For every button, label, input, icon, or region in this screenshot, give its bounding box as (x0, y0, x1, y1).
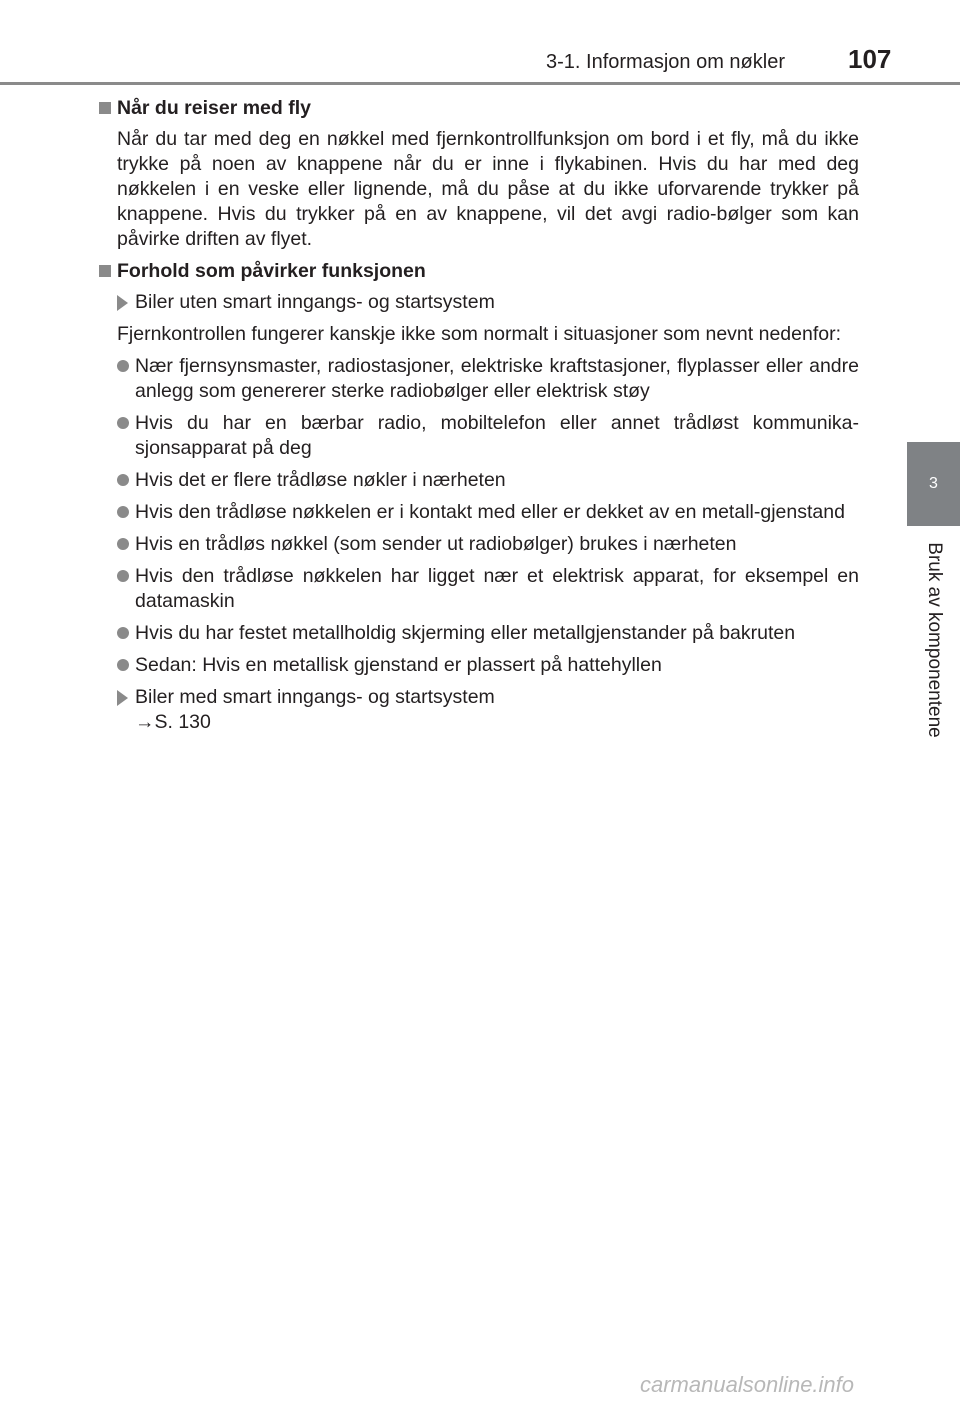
subheading-with-smart-text: Biler med smart inngangs- og startsystem (135, 686, 495, 708)
heading-fly-text: Når du reiser med fly (117, 97, 311, 119)
list-item (117, 564, 859, 614)
list-item (117, 354, 859, 404)
list-item-text: Hvis en trådløs nøkkel (som sender ut radiobølger) brukes i nærheten (135, 533, 737, 555)
triangle-arrow-icon (117, 295, 128, 311)
list-item (117, 621, 859, 646)
circle-bullet-icon (117, 538, 129, 550)
list-item-text: Hvis det er flere trådløse nøkler i nærheten (135, 469, 506, 491)
list-item-text: Hvis den trådløse nøkkelen har ligget nær et elektrisk apparat, for eksempel en datamaskin (135, 565, 859, 612)
circle-bullet-icon (117, 417, 129, 429)
square-bullet-icon (99, 102, 111, 114)
page-reference-link[interactable]: →S. 130 (135, 711, 211, 733)
list-item (117, 411, 859, 461)
heading-fly (99, 96, 859, 121)
circle-bullet-icon (117, 506, 129, 518)
chapter-tab-label (907, 527, 960, 753)
list-item (117, 500, 859, 525)
list-item-text: Hvis du har festet metallholdig skjerming eller metallgjenstander på bakruten (135, 622, 796, 644)
square-bullet-icon (99, 265, 111, 277)
heading-forhold-text: Forhold som påvirker funksjonen (117, 260, 426, 282)
list-item (117, 532, 859, 557)
paragraph-fly: Når du tar med deg en nøkkel med fjernkontrollfunksjon om bord i et fly, må du ikke trykke på noen av knappene når du er inne i flykabinen. Hvis du har med deg nøkkelen i en veske eller lignende, må du påse at du ikke uforvarende trykker på knappene. Hvis du trykker på en av knappene, vil det avgi radio-bølger som kan påvirke driften av flyet. (117, 128, 859, 250)
list-item (117, 653, 859, 678)
circle-bullet-icon (117, 659, 129, 671)
subheading-with-smart (117, 685, 859, 735)
list-item (117, 468, 859, 493)
circle-bullet-icon (117, 570, 129, 582)
heading-forhold (99, 259, 859, 284)
section-title: 3-1. Informasjon om nøkler (546, 51, 785, 73)
watermark: carmanualsonline.info (640, 1372, 855, 1397)
paragraph-intro: Fjernkontrollen fungerer kanskje ikke som normalt i situasjoner som nevnt nedenfor: (117, 323, 842, 345)
subheading-without-smart-text: Biler uten smart inngangs- og startsystem (135, 291, 495, 313)
circle-bullet-icon (117, 627, 129, 639)
header-rule (0, 82, 960, 85)
list-item-text: Sedan: Hvis en metallisk gjenstand er plassert på hattehyllen (135, 654, 662, 676)
triangle-arrow-icon (117, 690, 128, 706)
subheading-without-smart (117, 290, 859, 315)
page-number: 107 (848, 44, 892, 74)
circle-bullet-icon (117, 360, 129, 372)
list-item-text: Hvis du har en bærbar radio, mobiltelefon eller annet trådløst kommunika-sjonsapparat på deg (135, 412, 859, 459)
page-content (99, 96, 859, 742)
chapter-tab-label-text: Bruk av komponentene (923, 542, 945, 738)
circle-bullet-icon (117, 474, 129, 486)
list-item-text: Nær fjernsynsmaster, radiostasjoner, elektriske kraftstasjoner, flyplasser eller andre anlegg som genererer sterke radiobølger eller elektrisk støy (135, 355, 859, 402)
chapter-tab-number: 3 (907, 442, 960, 526)
list-item-text: Hvis den trådløse nøkkelen er i kontakt med eller er dekket av en metall-gjenstand (135, 501, 845, 523)
